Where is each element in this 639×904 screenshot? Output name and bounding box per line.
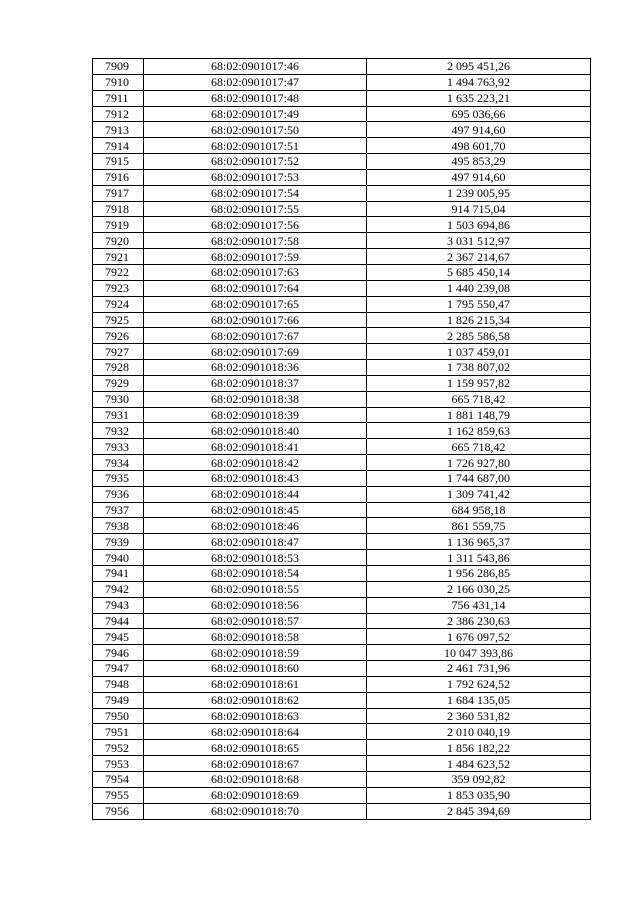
cadastral-value-cell: 10 047 393,86 bbox=[367, 645, 591, 661]
table-row bbox=[93, 328, 591, 344]
cadastral-value-cell: 1 037 459,01 bbox=[367, 344, 591, 360]
cadastral-value-cell: 495 853,29 bbox=[367, 154, 591, 170]
table-row bbox=[93, 169, 591, 185]
table-row bbox=[93, 629, 591, 645]
cadastral-value-cell: 2 095 451,26 bbox=[367, 59, 591, 75]
cadastral-number-cell: 68:02:0901017:58 bbox=[144, 233, 367, 249]
cadastral-number-cell: 68:02:0901017:64 bbox=[144, 280, 367, 296]
cadastral-value-cell: 1 795 550,47 bbox=[367, 296, 591, 312]
cadastral-value-cell: 1 494 763,92 bbox=[367, 74, 591, 90]
table-row bbox=[93, 391, 591, 407]
row-number-cell: 7949 bbox=[93, 692, 144, 708]
cadastral-number-cell: 68:02:0901017:53 bbox=[144, 169, 367, 185]
row-number-cell: 7924 bbox=[93, 296, 144, 312]
row-number-cell: 7946 bbox=[93, 645, 144, 661]
cadastral-value-cell: 1 684 135,05 bbox=[367, 692, 591, 708]
row-number-cell: 7945 bbox=[93, 629, 144, 645]
cadastral-number-cell: 68:02:0901018:57 bbox=[144, 613, 367, 629]
cadastral-value-cell: 695 036,66 bbox=[367, 106, 591, 122]
cadastral-value-cell: 1 309 741,42 bbox=[367, 486, 591, 502]
cadastral-value-cell: 756 431,14 bbox=[367, 597, 591, 613]
cadastral-value-cell: 497 914,60 bbox=[367, 169, 591, 185]
table-row bbox=[93, 185, 591, 201]
cadastral-value-cell: 1 726 927,80 bbox=[367, 455, 591, 471]
cadastral-number-cell: 68:02:0901018:46 bbox=[144, 518, 367, 534]
table-row bbox=[93, 534, 591, 550]
cadastral-number-cell: 68:02:0901018:62 bbox=[144, 692, 367, 708]
cadastral-value-cell: 1 162 859,63 bbox=[367, 423, 591, 439]
table-row bbox=[93, 90, 591, 106]
row-number-cell: 7941 bbox=[93, 566, 144, 582]
table-row bbox=[93, 566, 591, 582]
cadastral-value-cell: 1 503 694,86 bbox=[367, 217, 591, 233]
table-row bbox=[93, 502, 591, 518]
cadastral-number-cell: 68:02:0901017:55 bbox=[144, 201, 367, 217]
row-number-cell: 7934 bbox=[93, 455, 144, 471]
cadastral-value-cell: 665 718,42 bbox=[367, 439, 591, 455]
row-number-cell: 7918 bbox=[93, 201, 144, 217]
cadastral-number-cell: 68:02:0901018:67 bbox=[144, 756, 367, 772]
cadastral-value-cell: 1 484 623,52 bbox=[367, 756, 591, 772]
cadastral-number-cell: 68:02:0901018:40 bbox=[144, 423, 367, 439]
table-row bbox=[93, 486, 591, 502]
row-number-cell: 7944 bbox=[93, 613, 144, 629]
table-row bbox=[93, 470, 591, 486]
cadastral-number-cell: 68:02:0901018:58 bbox=[144, 629, 367, 645]
table-row bbox=[93, 233, 591, 249]
row-number-cell: 7912 bbox=[93, 106, 144, 122]
cadastral-number-cell: 68:02:0901018:44 bbox=[144, 486, 367, 502]
row-number-cell: 7931 bbox=[93, 407, 144, 423]
cadastral-value-cell: 684 958,18 bbox=[367, 502, 591, 518]
cadastral-value-cell: 3 031 512,97 bbox=[367, 233, 591, 249]
cadastral-value-cell: 1 826 215,34 bbox=[367, 312, 591, 328]
table-row bbox=[93, 264, 591, 280]
cadastral-number-cell: 68:02:0901018:55 bbox=[144, 581, 367, 597]
cadastral-number-cell: 68:02:0901018:61 bbox=[144, 676, 367, 692]
cadastral-number-cell: 68:02:0901018:36 bbox=[144, 360, 367, 376]
cadastral-value-cell: 1 136 965,37 bbox=[367, 534, 591, 550]
row-number-cell: 7921 bbox=[93, 249, 144, 265]
row-number-cell: 7930 bbox=[93, 391, 144, 407]
row-number-cell: 7947 bbox=[93, 661, 144, 677]
cadastral-value-cell: 2 367 214,67 bbox=[367, 249, 591, 265]
row-number-cell: 7920 bbox=[93, 233, 144, 249]
cadastral-number-cell: 68:02:0901018:65 bbox=[144, 740, 367, 756]
cadastral-number-cell: 68:02:0901018:54 bbox=[144, 566, 367, 582]
row-number-cell: 7933 bbox=[93, 439, 144, 455]
cadastral-number-cell: 68:02:0901017:67 bbox=[144, 328, 367, 344]
row-number-cell: 7950 bbox=[93, 708, 144, 724]
table-row bbox=[93, 360, 591, 376]
cadastral-number-cell: 68:02:0901018:69 bbox=[144, 787, 367, 803]
cadastral-number-cell: 68:02:0901018:42 bbox=[144, 455, 367, 471]
cadastral-number-cell: 68:02:0901018:45 bbox=[144, 502, 367, 518]
cadastral-value-cell: 1 738 807,02 bbox=[367, 360, 591, 376]
row-number-cell: 7928 bbox=[93, 360, 144, 376]
table-row bbox=[93, 375, 591, 391]
cadastral-number-cell: 68:02:0901018:70 bbox=[144, 803, 367, 819]
cadastral-number-cell: 68:02:0901017:69 bbox=[144, 344, 367, 360]
cadastral-number-cell: 68:02:0901018:47 bbox=[144, 534, 367, 550]
cadastral-number-cell: 68:02:0901017:63 bbox=[144, 264, 367, 280]
row-number-cell: 7953 bbox=[93, 756, 144, 772]
cadastral-number-cell: 68:02:0901017:56 bbox=[144, 217, 367, 233]
row-number-cell: 7915 bbox=[93, 154, 144, 170]
cadastral-value-cell: 665 718,42 bbox=[367, 391, 591, 407]
cadastral-value-cell: 497 914,60 bbox=[367, 122, 591, 138]
cadastral-number-cell: 68:02:0901018:60 bbox=[144, 661, 367, 677]
cadastral-number-cell: 68:02:0901018:64 bbox=[144, 724, 367, 740]
table-row bbox=[93, 423, 591, 439]
row-number-cell: 7940 bbox=[93, 550, 144, 566]
cadastral-number-cell: 68:02:0901018:39 bbox=[144, 407, 367, 423]
cadastral-value-cell: 2 166 030,25 bbox=[367, 581, 591, 597]
cadastral-value-cell: 2 461 731,96 bbox=[367, 661, 591, 677]
cadastral-value-cell: 1 239 005,95 bbox=[367, 185, 591, 201]
cadastral-value-cell: 2 386 230,63 bbox=[367, 613, 591, 629]
cadastral-number-cell: 68:02:0901018:68 bbox=[144, 771, 367, 787]
cadastral-value-cell: 1 856 182,22 bbox=[367, 740, 591, 756]
table-row bbox=[93, 122, 591, 138]
table-row bbox=[93, 106, 591, 122]
table-row bbox=[93, 581, 591, 597]
row-number-cell: 7927 bbox=[93, 344, 144, 360]
table-row bbox=[93, 518, 591, 534]
row-number-cell: 7936 bbox=[93, 486, 144, 502]
row-number-cell: 7942 bbox=[93, 581, 144, 597]
table-row bbox=[93, 787, 591, 803]
cadastral-value-cell: 1 635 223,21 bbox=[367, 90, 591, 106]
table-row bbox=[93, 645, 591, 661]
row-number-cell: 7913 bbox=[93, 122, 144, 138]
table-row bbox=[93, 296, 591, 312]
row-number-cell: 7909 bbox=[93, 59, 144, 75]
table-row bbox=[93, 597, 591, 613]
cadastral-number-cell: 68:02:0901018:38 bbox=[144, 391, 367, 407]
cadastral-number-cell: 68:02:0901017:47 bbox=[144, 74, 367, 90]
cadastral-value-cell: 1 440 239,08 bbox=[367, 280, 591, 296]
table-body bbox=[93, 59, 591, 820]
cadastral-number-cell: 68:02:0901018:43 bbox=[144, 470, 367, 486]
table-row bbox=[93, 407, 591, 423]
cadastral-number-cell: 68:02:0901017:51 bbox=[144, 138, 367, 154]
table-row bbox=[93, 455, 591, 471]
row-number-cell: 7932 bbox=[93, 423, 144, 439]
cadastral-value-cell: 359 092,82 bbox=[367, 771, 591, 787]
cadastral-value-cell: 1 881 148,79 bbox=[367, 407, 591, 423]
table-row bbox=[93, 676, 591, 692]
row-number-cell: 7948 bbox=[93, 676, 144, 692]
row-number-cell: 7956 bbox=[93, 803, 144, 819]
table-row bbox=[93, 201, 591, 217]
table-row bbox=[93, 217, 591, 233]
cadastral-value-cell: 1 744 687,00 bbox=[367, 470, 591, 486]
cadastral-number-cell: 68:02:0901017:49 bbox=[144, 106, 367, 122]
cadastral-value-cell: 2 010 040,19 bbox=[367, 724, 591, 740]
cadastral-number-cell: 68:02:0901017:65 bbox=[144, 296, 367, 312]
table-row bbox=[93, 661, 591, 677]
table-row bbox=[93, 280, 591, 296]
table-row bbox=[93, 344, 591, 360]
row-number-cell: 7910 bbox=[93, 74, 144, 90]
cadastral-value-cell: 5 685 450,14 bbox=[367, 264, 591, 280]
row-number-cell: 7923 bbox=[93, 280, 144, 296]
cadastral-value-cell: 1 311 543,86 bbox=[367, 550, 591, 566]
row-number-cell: 7937 bbox=[93, 502, 144, 518]
table-row bbox=[93, 74, 591, 90]
row-number-cell: 7939 bbox=[93, 534, 144, 550]
table-row bbox=[93, 312, 591, 328]
row-number-cell: 7955 bbox=[93, 787, 144, 803]
table-row bbox=[93, 439, 591, 455]
row-number-cell: 7922 bbox=[93, 264, 144, 280]
table-row bbox=[93, 249, 591, 265]
row-number-cell: 7926 bbox=[93, 328, 144, 344]
row-number-cell: 7943 bbox=[93, 597, 144, 613]
table-row bbox=[93, 550, 591, 566]
cadastral-value-cell: 914 715,04 bbox=[367, 201, 591, 217]
table-row bbox=[93, 692, 591, 708]
cadastral-number-cell: 68:02:0901017:52 bbox=[144, 154, 367, 170]
cadastral-number-cell: 68:02:0901017:66 bbox=[144, 312, 367, 328]
row-number-cell: 7919 bbox=[93, 217, 144, 233]
table-row bbox=[93, 803, 591, 819]
row-number-cell: 7951 bbox=[93, 724, 144, 740]
row-number-cell: 7929 bbox=[93, 375, 144, 391]
row-number-cell: 7917 bbox=[93, 185, 144, 201]
cadastral-number-cell: 68:02:0901018:41 bbox=[144, 439, 367, 455]
cadastral-number-cell: 68:02:0901018:53 bbox=[144, 550, 367, 566]
cadastral-value-cell: 861 559,75 bbox=[367, 518, 591, 534]
cadastral-value-cell: 2 285 586,58 bbox=[367, 328, 591, 344]
row-number-cell: 7935 bbox=[93, 470, 144, 486]
table-row bbox=[93, 613, 591, 629]
cadastral-number-cell: 68:02:0901018:59 bbox=[144, 645, 367, 661]
cadastral-value-table bbox=[92, 58, 591, 820]
cadastral-number-cell: 68:02:0901017:50 bbox=[144, 122, 367, 138]
table-row bbox=[93, 138, 591, 154]
row-number-cell: 7954 bbox=[93, 771, 144, 787]
cadastral-number-cell: 68:02:0901018:37 bbox=[144, 375, 367, 391]
cadastral-value-cell: 1 792 624,52 bbox=[367, 676, 591, 692]
cadastral-value-cell: 1 853 035,90 bbox=[367, 787, 591, 803]
row-number-cell: 7911 bbox=[93, 90, 144, 106]
cadastral-value-cell: 498 601,70 bbox=[367, 138, 591, 154]
cadastral-value-cell: 2 360 531,82 bbox=[367, 708, 591, 724]
table-row bbox=[93, 708, 591, 724]
row-number-cell: 7952 bbox=[93, 740, 144, 756]
cadastral-number-cell: 68:02:0901017:48 bbox=[144, 90, 367, 106]
table-row bbox=[93, 756, 591, 772]
cadastral-number-cell: 68:02:0901018:63 bbox=[144, 708, 367, 724]
cadastral-number-cell: 68:02:0901018:56 bbox=[144, 597, 367, 613]
row-number-cell: 7925 bbox=[93, 312, 144, 328]
cadastral-number-cell: 68:02:0901017:54 bbox=[144, 185, 367, 201]
row-number-cell: 7914 bbox=[93, 138, 144, 154]
cadastral-value-cell: 1 676 097,52 bbox=[367, 629, 591, 645]
table-row bbox=[93, 724, 591, 740]
table-row bbox=[93, 771, 591, 787]
row-number-cell: 7916 bbox=[93, 169, 144, 185]
cadastral-number-cell: 68:02:0901017:46 bbox=[144, 59, 367, 75]
table-row bbox=[93, 740, 591, 756]
cadastral-number-cell: 68:02:0901017:59 bbox=[144, 249, 367, 265]
table-row bbox=[93, 59, 591, 75]
row-number-cell: 7938 bbox=[93, 518, 144, 534]
cadastral-value-cell: 1 159 957,82 bbox=[367, 375, 591, 391]
cadastral-value-cell: 1 956 286,85 bbox=[367, 566, 591, 582]
table-row bbox=[93, 154, 591, 170]
cadastral-value-cell: 2 845 394,69 bbox=[367, 803, 591, 819]
